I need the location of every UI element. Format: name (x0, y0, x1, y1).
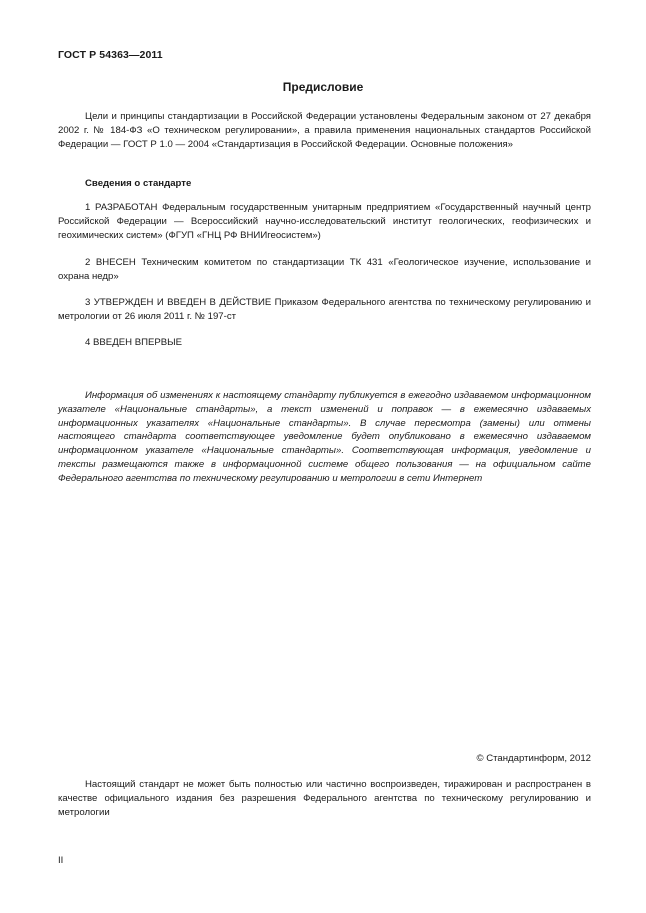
reproduction-notice: Настоящий стандарт не может быть полностью или частично воспроизведен, тиражирован и распространен в качестве официального издания без разрешения Федерального агентства по техническому регулированию и метрологии (58, 779, 591, 818)
standard-info-item-1: 1 РАЗРАБОТАН Федеральным государственным унитарным предприятием «Государственный научный центр Российской Федерации — Всероссийский научно-исследовательский институт геологических, геофизических и геохимических систем» (ФГУП «ГНЦ РФ ВНИИгеосистем») (58, 202, 591, 241)
standard-info-heading: Сведения о стандарте (85, 178, 192, 189)
standard-info-item-2: 2 ВНЕСЕН Техническим комитетом по стандартизации ТК 431 «Геологическое изучение, использование и охрана недр» (58, 257, 591, 282)
copyright: © Стандартинформ, 2012 (476, 753, 591, 764)
document-number: ГОСТ Р 54363—2011 (58, 49, 163, 61)
foreword-intro: Цели и принципы стандартизации в Российской Федерации установлены Федеральным законом от 27 декабря 2002 г. № 184-ФЗ «О техническом регулировании», а правила применения национальных стандартов Российской Федерации — ГОСТ Р 1.0 — 2004 «Стандартизация в Российской Федерации. Основные положения» (58, 111, 591, 150)
standard-info-item-4: 4 ВВЕДЕН ВПЕРВЫЕ (85, 337, 183, 348)
changes-notice: Информация об изменениях к настоящему стандарту публикуется в ежегодно издаваемом информационном указателе «Национальные стандарты», а текст изменений и поправок — в ежемесячно издаваемых информационных указателях «Национальные стандарты». В случае пересмотра (замены) или отмены настоящего стандарта соответствующее уведомление будет опубликовано в ежемесячно издаваемом информационном указателе «Национальные стандарты». Соответствующая информация, уведомление и тексты размещаются также в информационной системе общего пользования — на официальном сайте Федерального агентства по техническому регулированию и метрологии в сети Интернет (58, 390, 591, 484)
page-number: II (58, 855, 64, 866)
standard-info-item-3: 3 УТВЕРЖДЕН И ВВЕДЕН В ДЕЙСТВИЕ Приказом Федерального агентства по техническому регулированию и метрологии от 26 июля 2011 г. № 197-ст (58, 297, 591, 322)
page-title: Предисловие (282, 80, 364, 94)
